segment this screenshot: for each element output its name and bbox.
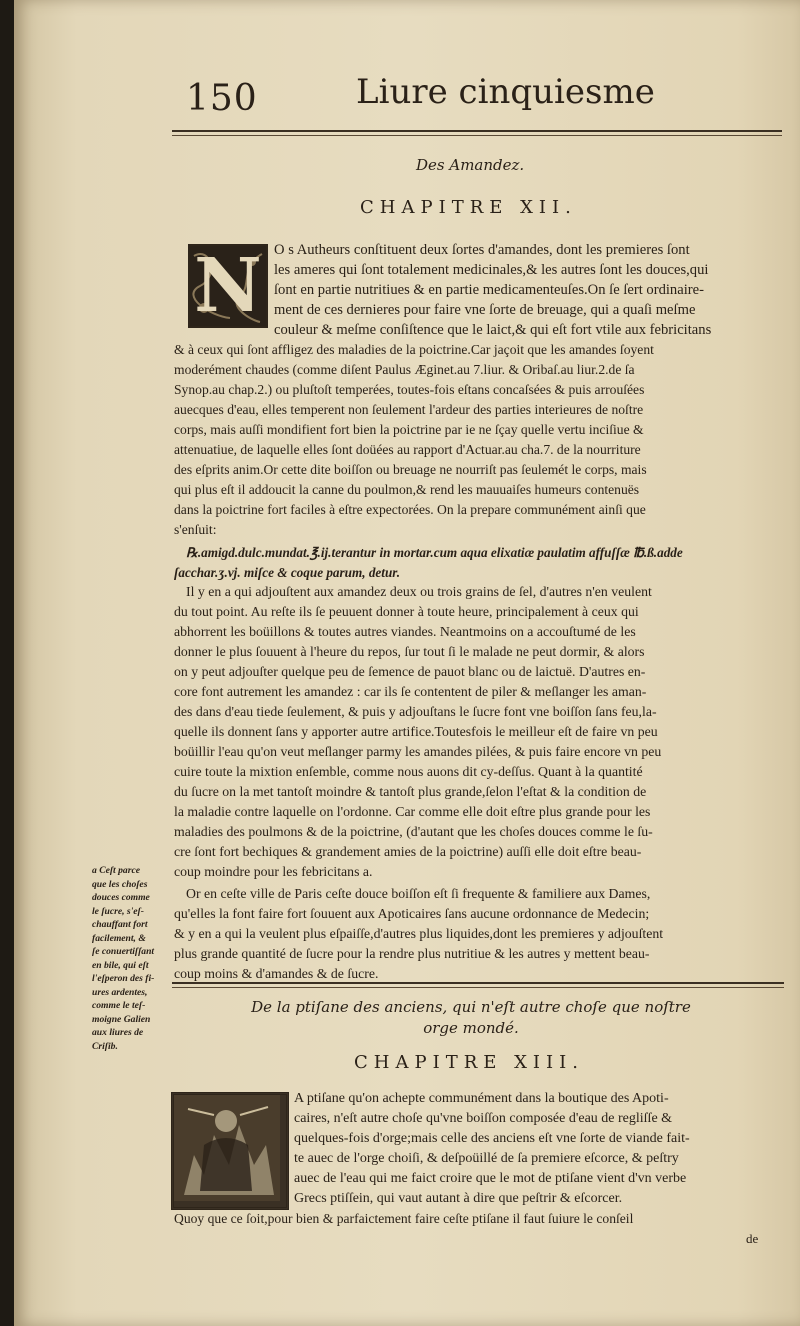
text-line: coup moindre pour les febricitans a. xyxy=(174,864,373,879)
margin-note-line: a Ceſt parce xyxy=(92,865,140,876)
text-line: s'enſuit: xyxy=(174,522,217,537)
text-line: abhorrent les boüillons & toutes autres viandes. Neantmoins on a accouſtumé de les xyxy=(174,624,636,639)
text-line: moderément chaudes (comme diſent Paulus Æginet.au 7.liur. & Oribaſ.au liur.2.de ſa xyxy=(174,362,635,377)
text-line: des dans d'eau tiede ſeulement, & puis y adjouſtans le ſucre font vne boiſſon ſans feu,la- xyxy=(174,704,657,719)
section-rule xyxy=(172,982,784,984)
margin-note-line: facilement, & xyxy=(92,932,146,944)
margin-note-line: ſe conuertiſſant xyxy=(92,946,155,957)
margin-note-line: Criſib. xyxy=(92,1040,118,1052)
text-line: A ptiſane qu'on achepte communément dans la boutique des Apoti- xyxy=(294,1091,669,1106)
text-line: attenuatiue, de laquelle elles ſont doüées au rapport d'Actuar.au cha.7. de la nourriture xyxy=(174,442,641,457)
text-line: O s Autheurs conſtituent deux ſortes d'amandes, dont les premieres ſont xyxy=(274,242,690,258)
margin-note-line: chauffant fort xyxy=(92,919,148,930)
margin-note-line: l'eſperon des fi- xyxy=(92,973,155,984)
text-line: quelle ils donnent ſans y apporter autre artifice.Toutesfois le meilleur eſt de faire vn peu xyxy=(174,724,658,739)
running-title: Liure cinquiesme xyxy=(356,72,655,112)
text-line: des eſprits anim.Or cette dite boiſſon ou breuage ne nourriſt pas ſeulemét le corps, mais xyxy=(174,462,647,477)
text-line: coup moins & d'amandes & de ſucre. xyxy=(174,966,379,981)
recipe-line: ℞.amigd.dulc.mundat.℥.ij.terantur in mortar.cum aqua elixatiæ paulatim affuſſæ ℔.ß.adde xyxy=(186,545,683,560)
text-line: Or en ceſte ville de Paris ceſte douce boiſſon eſt ſi frequente & familiere aux Dames, xyxy=(186,886,651,901)
text-line: les ameres qui ſont totalement medicinales,& les autres ſont les douces,qui xyxy=(274,262,709,278)
text-line: donner le plus ſouuent à l'heure du repos, ſur tout ſi le malade ne peut dormir, & alors xyxy=(174,644,645,659)
section-subtitle: Des Amandez. xyxy=(416,156,525,174)
text-line: ſont en partie nutritiues & en partie medicamenteuſes.On ſe ſert ordinaire- xyxy=(274,282,704,298)
text-line: maladies des poulmons & de la poictrine, (d'autant que les choſes douces comme le ſu- xyxy=(174,824,653,839)
header-rule-thin xyxy=(172,135,782,136)
woodcut-figure-icon xyxy=(174,1095,280,1201)
text-line: auec de l'eau qui me faict croire que le mot de ptiſane vient d'vn verbe xyxy=(294,1171,687,1186)
woodcut-illustration xyxy=(171,1092,289,1210)
text-line: & y en a qui la veulent plus eſpaiſſe,d'autres plus liquides,dont les premieres y adjouſtent xyxy=(174,926,664,941)
drop-cap-ornament xyxy=(188,244,268,328)
text-line: on y peut adjouſter quelque peu de ſemence de pauot blanc ou de laictuë. D'autres en- xyxy=(174,664,646,679)
margin-note-line: comme le teſ- xyxy=(92,1000,146,1011)
text-line: la maladie contre laquelle on l'ordonne. Car comme elle doit eſtre plus grande pour les xyxy=(174,804,651,819)
text-line: du ſucre on la met tantoſt moindre & tantoſt plus grande,ſelon l'eſtat & la condition de xyxy=(174,784,647,799)
text-line: du tout point. Au reſte ils ſe peuuent donner à toute heure, principalement à ceux qui xyxy=(174,604,639,619)
text-line: Il y en a qui adjouſtent aux amandez deux ou trois grains de ſel, d'autres n'en veulent xyxy=(186,584,652,599)
catchword: de xyxy=(746,1231,759,1246)
text-line: cre ſont fort bechiques & grandement amies de la poictrine) auſſi elle doit eſtre beau- xyxy=(174,844,642,859)
text-line: boüillir l'eau qu'on veut meſlanger parmy les amandes pilées, & puis faire encore vn peu xyxy=(174,744,662,759)
drop-cap-letter: N xyxy=(194,244,262,328)
section-rule-thin xyxy=(172,987,784,988)
margin-note-line: moigne Galien xyxy=(92,1013,151,1025)
book-page xyxy=(14,0,800,1326)
text-line: qu'elles la font faire fort ſouuent aux Apoticaires ſans aucune ordonnance de Medecin; xyxy=(174,906,650,921)
text-line: Grecs ptiſſein, qui vaut autant à dire que peſtrir & eſcorcer. xyxy=(294,1191,623,1206)
section-subtitle: De la ptiſane des anciens, qui n'eſt autre choſe que noſtre xyxy=(251,998,691,1016)
text-line: caires, n'eſt autre choſe qu'vne boiſſon composée d'eau de regliſſe & xyxy=(294,1111,673,1126)
text-line: plus grande quantité de ſucre pour la rendre plus nutritiue & les autres y mettent beau- xyxy=(174,946,650,961)
chapter-heading: CHAPITRE XII. xyxy=(360,197,577,218)
margin-note-line: que les choſes xyxy=(92,878,148,890)
margin-note-line: douces comme xyxy=(92,892,150,903)
text-line: corps, mais auſſi mondifient fort bien la poictrine par ie ne ſçay quelle vertu inciſiue & xyxy=(174,422,644,437)
section-subtitle-cont: orge mondé. xyxy=(423,1019,519,1037)
text-line: Synop.au chap.2.) ou pluſtoſt temperées, toutes-fois eſtans concaſsées & puis arrouſées xyxy=(174,382,645,397)
margin-note-line: le ſucre, s'eſ- xyxy=(92,905,144,917)
text-line: dans la poictrine fort faciles à eſtre expectorées. On la prepare communément ainſi que xyxy=(174,502,646,517)
chapter-heading: CHAPITRE XIII. xyxy=(354,1052,584,1073)
text-line: te auec de l'orge choiſi, & deſpoüillé de ſa premiere eſcorce, & peſtry xyxy=(294,1151,679,1166)
text-line: qui plus eſt il addoucit la canne du poulmon,& rend les mauuaiſes humeurs contenuës xyxy=(174,482,640,497)
text-line: couleur & meſme conſiſtence que le laict,& qui eſt fort vtile aux febricitans xyxy=(274,322,712,338)
text-line: ment de ces dernieres pour faire vne ſorte de breuage, qui a quaſi meſme xyxy=(274,302,696,318)
margin-note-line: aux liures de xyxy=(92,1027,144,1038)
recipe-line: ſacchar.ʒ.vj. miſce & coque parum, detur. xyxy=(174,565,400,580)
header-rule xyxy=(172,130,782,132)
text-line: auecques d'eau, elles temperent non ſeulement l'ardeur des parties interieures de noſtre xyxy=(174,402,644,417)
text-line: cuire toute la mixtion enſemble, comme nous auons dit cy-deſſus. Quant à la quantité xyxy=(174,764,643,779)
margin-note-line: en bile, qui eſt xyxy=(92,959,149,971)
text-line: Quoy que ce ſoit,pour bien & parfaictement faire ceſte ptiſane il faut ſuiure le conſeil xyxy=(174,1211,634,1226)
margin-note xyxy=(92,864,172,1053)
text-line: core font autrement les amandez : car ils ſe contentent de piler & meſlanger les aman- xyxy=(174,684,647,699)
text-line: & à ceux qui ſont affligez des maladies de la poictrine.Car jaçoit que les amandes ſoyent xyxy=(174,342,654,357)
page-number: 150 xyxy=(186,78,258,119)
text-line: quelques-fois d'orge;mais celle des anciens eſt vne ſorte de viande fait- xyxy=(294,1131,690,1146)
margin-note-line: ures ardentes, xyxy=(92,986,148,998)
